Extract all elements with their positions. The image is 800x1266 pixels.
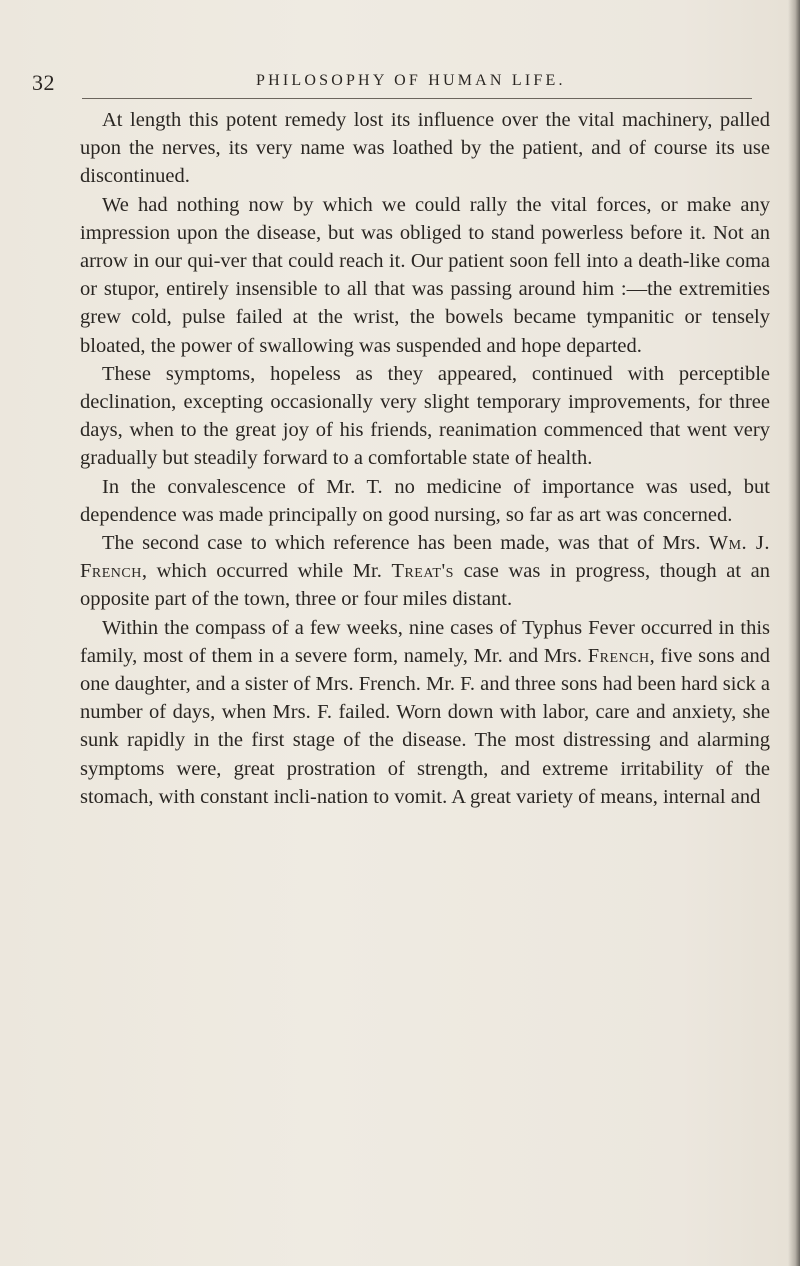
paragraph-5-name-treat: Treat's xyxy=(391,560,454,583)
page-number: 32 xyxy=(32,70,55,95)
header-rule xyxy=(82,98,752,99)
body-text xyxy=(80,106,770,811)
paragraph-2: We had nothing now by which we could rally the vital forces, or make any impression upon the disease, but was obliged to stand powerless before it. Not an arrow in our qui-ver that could reach it. Our patient soon fell into a death-like coma or stupor, entirely insensible to all that was passing around him :—the extremities grew cold, pulse failed at the wrist, the bowels became tympanitic or tensely bloated, the power of swallowing was suspended and hope departed. xyxy=(80,193,770,357)
paragraph-4: In the convalescence of Mr. T. no medicine of importance was used, but dependence was made principally on good nursing, so far as art was concerned. xyxy=(80,475,770,526)
paragraph-5-text-e: case was in progress, though at an opposite part of the town, three or four miles distant. xyxy=(80,560,770,611)
page-header xyxy=(32,70,752,100)
paragraph-6-name-french: French xyxy=(587,644,650,667)
paragraph-6-text-a: Within the compass of a few weeks, nine cases of Typhus Fever occurred in this family, most of them in a severe form, namely, Mr. and Mrs. xyxy=(80,616,770,667)
paragraph-3: These symptoms, hopeless as they appeared, continued with perceptible declination, excepting occasionally very slight temporary improvements, for three days, when to the great joy of his friends, reanimation commenced that went very gradually but steadily forward to a comfortable state of health. xyxy=(80,362,770,470)
paragraph-5-text-c: , which occurred while Mr. xyxy=(141,560,392,583)
paragraph-6-text-c: , five sons and one daughter, and a sister of Mrs. French. Mr. F. and three sons had been hard sick a number of days, when Mrs. F. failed. Worn down with labor, care and anxiety, she sunk rapidly in the first stage of the disease. The most distressing and alarming symptoms were, great prostration of strength, and extreme irritability of the stomach, with constant incli-nation to vomit. A great variety of means, internal and xyxy=(80,644,770,808)
paragraph-6 xyxy=(80,614,770,811)
running-title: PHILOSOPHY OF HUMAN LIFE. xyxy=(256,72,566,89)
paragraph-5 xyxy=(80,529,770,614)
paragraph-1: At length this potent remedy lost its influence over the vital machinery, palled upon the nerves, its very name was loathed by the patient, and of course its use discontinued. xyxy=(80,109,770,188)
page-edge-shadow xyxy=(788,0,800,1266)
paragraph-5-text-a: The second case to which reference has been made, was that of Mrs. xyxy=(102,532,709,555)
paragraph-5-name-french: Wm. J. French xyxy=(80,532,770,583)
